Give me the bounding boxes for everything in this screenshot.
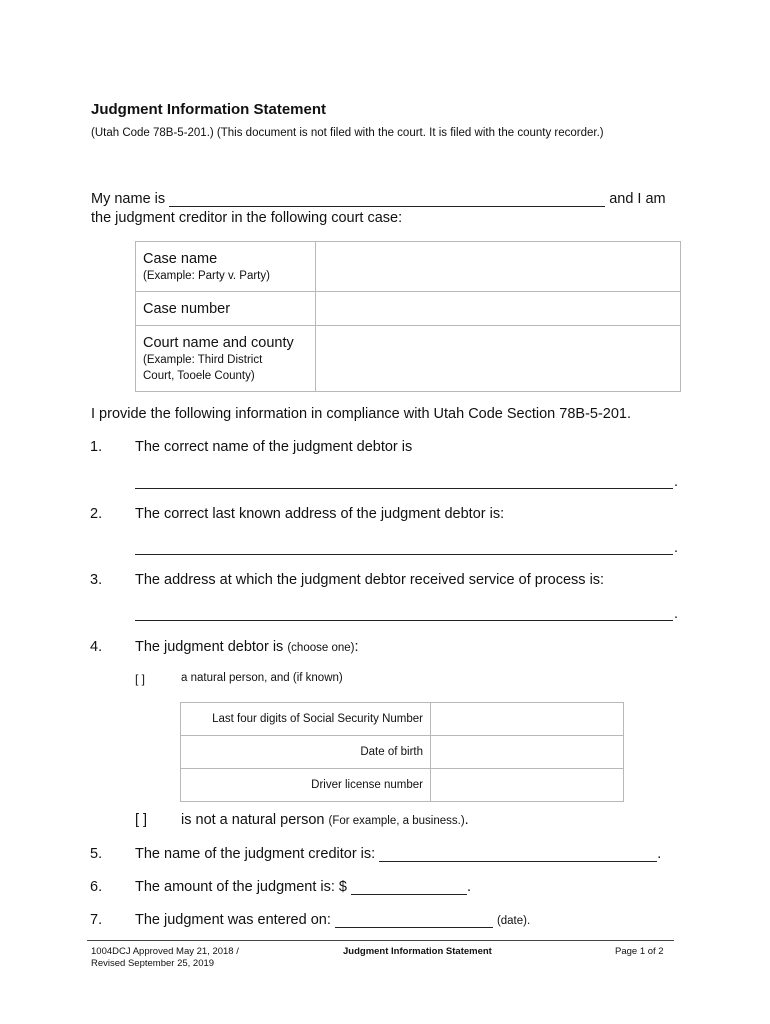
case-name-row	[136, 242, 681, 292]
item-3-number: 3.	[90, 572, 103, 588]
item-6-label: The amount of the judgment is: $	[135, 879, 347, 895]
judgment-amount-field[interactable]	[351, 880, 467, 895]
item-6-period: .	[467, 879, 472, 895]
footer-form-id	[91, 946, 239, 970]
item-5-number: 5.	[90, 846, 103, 862]
item-1-period: .	[674, 474, 679, 490]
natural-person-label: a natural person, and (if known)	[181, 672, 343, 684]
item-5-label: The name of the judgment creditor is:	[135, 846, 376, 862]
dob-input[interactable]	[431, 736, 624, 769]
item-5-period: .	[657, 846, 662, 862]
not-natural-person-option	[181, 812, 469, 828]
intro-suffix: and I am	[609, 191, 666, 207]
item-6-number: 6.	[90, 879, 103, 895]
footer-page-number: Page 1 of 2	[615, 946, 664, 957]
item-2-period: .	[674, 540, 679, 556]
footer-revised: Revised September 25, 2019	[91, 958, 215, 969]
ssn-row	[181, 703, 624, 736]
ssn-input[interactable]	[431, 703, 624, 736]
dob-label: Date of birth	[181, 736, 431, 769]
page-title: Judgment Information Statement	[91, 101, 327, 118]
item-7-note: (date).	[496, 915, 531, 927]
item-1-number: 1.	[90, 439, 103, 455]
dl-label: Driver license number	[181, 769, 431, 802]
case-number-input[interactable]	[316, 292, 681, 326]
case-name-label: Case name	[143, 251, 218, 267]
dl-input[interactable]	[431, 769, 624, 802]
debtor-address-field[interactable]	[135, 554, 673, 555]
item-4-text	[135, 639, 359, 655]
natural-person-checkbox[interactable]: [ ]	[135, 672, 146, 686]
item-4-label: The judgment debtor is	[135, 639, 284, 655]
not-natural-person-label: is not a natural person	[181, 812, 325, 828]
item-4-note: (choose one)	[287, 642, 355, 654]
item-4-number: 4.	[90, 639, 103, 655]
dl-row	[181, 769, 624, 802]
service-address-field[interactable]	[135, 620, 673, 621]
court-example-2: Court, Tooele County)	[143, 370, 255, 382]
item-7-label: The judgment was entered on:	[135, 912, 331, 928]
intro-line-1	[91, 191, 666, 207]
court-label: Court name and county	[143, 335, 294, 351]
item-3-period: .	[674, 606, 679, 622]
item-4-colon: :	[354, 639, 359, 655]
compliance-statement: I provide the following information in compliance with Utah Code Section 78B-5-201.	[91, 406, 632, 422]
not-natural-person-note: (For example, a business.)	[328, 815, 465, 827]
debtor-name-field[interactable]	[135, 488, 673, 489]
footer-title: Judgment Information Statement	[343, 946, 492, 957]
court-example-1: (Example: Third District	[143, 354, 263, 366]
footer-divider	[87, 940, 674, 941]
footer-approved: 1004DCJ Approved May 21, 2018 /	[91, 946, 239, 957]
not-natural-person-checkbox[interactable]: [ ]	[135, 812, 148, 828]
item-7-number: 7.	[90, 912, 103, 928]
court-input[interactable]	[316, 326, 681, 392]
page-subtitle: (Utah Code 78B-5-201.) (This document is not filed with the court. It is filed with the county recorder.)	[91, 127, 604, 139]
case-info-table	[135, 241, 681, 392]
identity-table	[180, 702, 624, 802]
creditor-name-field[interactable]	[169, 192, 605, 207]
case-number-label-cell	[136, 292, 316, 326]
ssn-label: Last four digits of Social Security Number	[181, 703, 431, 736]
case-number-row	[136, 292, 681, 326]
dob-row	[181, 736, 624, 769]
judgment-creditor-name-field[interactable]	[379, 847, 657, 862]
item-2-number: 2.	[90, 506, 103, 522]
case-name-example: (Example: Party v. Party)	[143, 270, 270, 282]
item-5-text	[135, 846, 661, 862]
item-3-text: The address at which the judgment debtor received service of process is:	[135, 572, 605, 588]
intro-line-2: the judgment creditor in the following court case:	[91, 210, 403, 226]
court-label-cell	[136, 326, 316, 392]
item-6-text	[135, 879, 471, 895]
not-natural-person-period: .	[464, 812, 469, 828]
case-number-label: Case number	[143, 301, 231, 317]
judgment-date-field[interactable]	[335, 913, 493, 928]
intro-prefix: My name is	[91, 191, 166, 207]
case-name-input[interactable]	[316, 242, 681, 292]
item-1-text: The correct name of the judgment debtor is	[135, 439, 413, 455]
case-name-label-cell	[136, 242, 316, 292]
item-7-text	[135, 912, 530, 928]
court-row	[136, 326, 681, 392]
item-2-text: The correct last known address of the judgment debtor is:	[135, 506, 505, 522]
